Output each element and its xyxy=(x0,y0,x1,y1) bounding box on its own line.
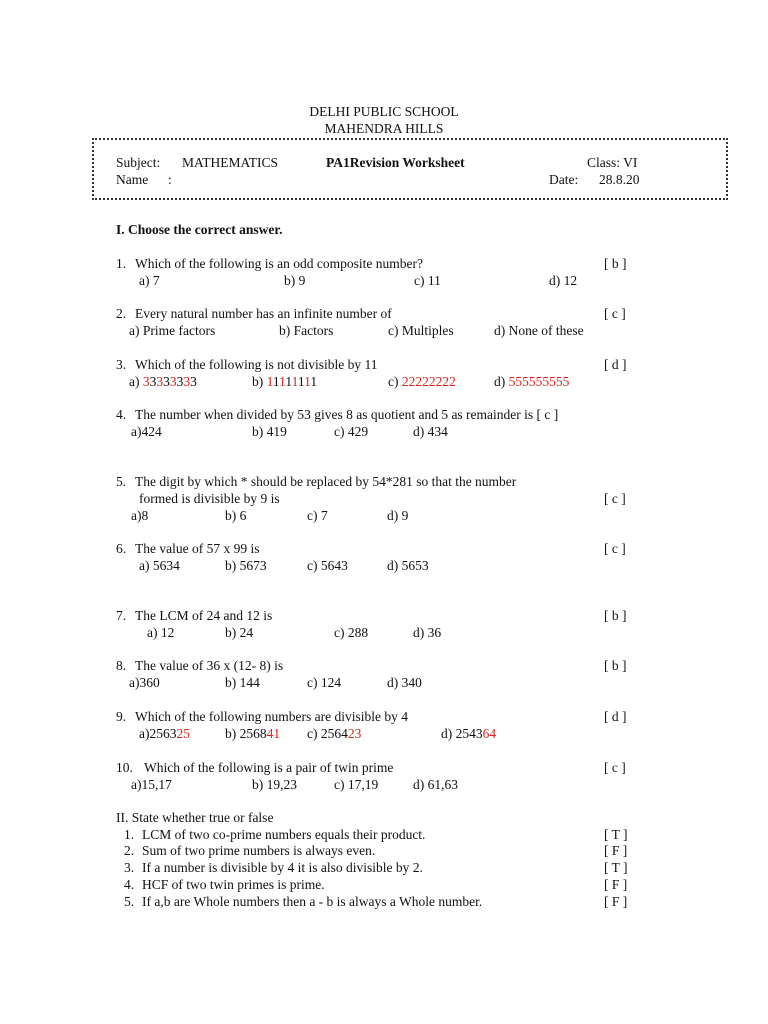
answer-bracket: [ T ] xyxy=(604,827,628,842)
question-text: Every natural number has an infinite number of xyxy=(135,306,392,321)
option: c) 17,19 xyxy=(334,777,379,792)
option: c) Multiples xyxy=(388,323,454,338)
option: c) 5643 xyxy=(307,558,348,573)
option: b) Factors xyxy=(279,323,334,338)
option: a) 7 xyxy=(139,273,160,288)
question-number: 1. xyxy=(116,256,127,271)
statement-number: 2. xyxy=(124,843,135,858)
statement-number: 5. xyxy=(124,894,135,909)
option-digit: 3 xyxy=(183,374,191,389)
option: d) 340 xyxy=(387,675,422,690)
question-text: Which of the following numbers are divisible by 4 xyxy=(135,709,408,724)
option: d) None of these xyxy=(494,323,584,338)
school-branch: MAHENDRA HILLS xyxy=(324,121,444,136)
school-name: DELHI PUBLIC SCHOOL xyxy=(309,104,459,119)
question-number: 2. xyxy=(116,306,127,321)
answer-bracket: [ b ] xyxy=(604,256,627,271)
option-last-digits: 25 xyxy=(176,726,190,741)
question-text: The LCM of 24 and 12 is xyxy=(135,608,273,623)
answer-bracket: [ b ] xyxy=(604,608,627,623)
option: d) 61,63 xyxy=(413,777,458,792)
option: b) 6 xyxy=(225,508,247,523)
option: b) 24 xyxy=(225,625,254,640)
question-text: The number when divided by 53 gives 8 as quotient and 5 as remainder is [ c ] xyxy=(135,407,559,422)
statement-number: 1. xyxy=(124,827,135,842)
answer-bracket: [ F ] xyxy=(604,877,628,892)
option-prefix: a) xyxy=(129,374,143,389)
statement-number: 3. xyxy=(124,860,135,875)
question-text: The value of 57 x 99 is xyxy=(135,541,260,556)
option: b) 9 xyxy=(284,273,306,288)
option: b) 19,23 xyxy=(252,777,297,792)
option-digit: 1 xyxy=(304,374,311,389)
answer-bracket: [ d ] xyxy=(604,709,627,724)
statement-text: If a number is divisible by 4 it is also divisible by 2. xyxy=(142,860,423,875)
option-digit: 1 xyxy=(291,374,298,389)
statement-text: HCF of two twin primes is prime. xyxy=(142,877,325,892)
statement-text: If a,b are Whole numbers then a - b is always a Whole number. xyxy=(142,894,483,909)
option-last-digits: 41 xyxy=(266,726,281,741)
option: a) Prime factors xyxy=(129,323,216,338)
option-prefix: b) xyxy=(252,374,267,389)
answer-bracket: [ c ] xyxy=(604,541,626,556)
option xyxy=(252,374,317,390)
option: a) 12 xyxy=(147,625,175,640)
question-number: 4. xyxy=(116,407,127,422)
option xyxy=(441,726,496,742)
answer-bracket: [ F ] xyxy=(604,894,628,909)
option-prefix: c) xyxy=(388,374,402,389)
option-digit: 1 xyxy=(279,374,286,389)
option: a)15,17 xyxy=(131,777,172,792)
option: c) 124 xyxy=(307,675,342,690)
question-text: Which of the following is a pair of twin prime xyxy=(144,760,394,775)
answer-bracket: [ b ] xyxy=(604,658,627,673)
name-label: Name xyxy=(116,172,149,187)
statement-text: LCM of two co-prime numbers equals their product. xyxy=(142,827,426,842)
option-digit: 1 xyxy=(266,374,273,389)
option xyxy=(139,726,190,742)
statement-number: 4. xyxy=(124,877,135,892)
option-digit: 3 xyxy=(149,374,157,389)
option: d) 434 xyxy=(413,424,448,439)
option: b) 419 xyxy=(252,424,287,439)
class-label: Class: VI xyxy=(587,155,638,170)
question-text: Which of the following is an odd composite number? xyxy=(135,256,423,271)
answer-bracket: [ c ] xyxy=(604,760,626,775)
option-digit: 3 xyxy=(163,374,170,389)
subject-value: MATHEMATICS xyxy=(182,155,279,170)
option: c) 7 xyxy=(307,508,328,523)
option: a)8 xyxy=(131,508,149,523)
option-value: a)2563 xyxy=(139,726,177,741)
answer-bracket: [ F ] xyxy=(604,843,628,858)
option: c) 429 xyxy=(334,424,369,439)
option: d) 5653 xyxy=(387,558,429,573)
option xyxy=(307,726,361,742)
question-number: 9. xyxy=(116,709,127,724)
statement-text: Sum of two prime numbers is always even. xyxy=(142,843,376,858)
name-colon: : xyxy=(168,172,172,187)
question-number: 8. xyxy=(116,658,127,673)
section2-heading: II. State whether true or false xyxy=(116,810,274,825)
answer-bracket: [ c ] xyxy=(604,306,626,321)
answer-bracket: [ d ] xyxy=(604,357,627,372)
answer-bracket: [ T ] xyxy=(604,860,628,875)
question-number: 6. xyxy=(116,541,127,556)
option: d) 12 xyxy=(549,273,578,288)
option-prefix: d) xyxy=(494,374,509,389)
worksheet-title: PA1Revision Worksheet xyxy=(326,155,465,170)
option-digit: 3 xyxy=(142,374,150,389)
option: a)424 xyxy=(131,424,162,439)
option: a)360 xyxy=(129,675,160,690)
option-digit: 1 xyxy=(285,374,292,389)
option-digit: 3 xyxy=(169,374,177,389)
question-text-continued: formed is divisible by 9 is xyxy=(139,491,280,506)
option-digit: 3 xyxy=(176,374,184,389)
subject-label: Subject: xyxy=(116,155,161,170)
question-number: 7. xyxy=(116,608,127,623)
option-value: 555555555 xyxy=(508,374,570,389)
option-value: d) 2543 xyxy=(441,726,483,741)
option-value: c) 2564 xyxy=(307,726,348,741)
option: d) 36 xyxy=(413,625,442,640)
option: d) 9 xyxy=(387,508,409,523)
option-value: 22222222 xyxy=(401,374,456,389)
option: a) 5634 xyxy=(139,558,180,573)
option-digit: 1 xyxy=(272,374,280,389)
date-label: Date: xyxy=(549,172,579,187)
option xyxy=(129,374,197,390)
question-text: The value of 36 x (12- 8) is xyxy=(135,658,284,673)
question-text: The digit by which * should be replaced by 54*281 so that the number xyxy=(135,474,517,489)
option xyxy=(225,726,280,742)
option: c) 11 xyxy=(414,273,441,288)
option-digit: 1 xyxy=(310,374,318,389)
option-value: b) 2568 xyxy=(225,726,267,741)
option-last-digits: 23 xyxy=(347,726,362,741)
option: b) 5673 xyxy=(225,558,267,573)
date-value: 28.8.20 xyxy=(599,172,640,187)
option-digit: 3 xyxy=(190,374,197,389)
question-text: Which of the following is not divisible by 11 xyxy=(135,357,378,372)
question-number: 5. xyxy=(116,474,127,489)
option: c) 288 xyxy=(334,625,369,640)
answer-bracket: [ c ] xyxy=(604,491,626,506)
question-number: 3. xyxy=(116,357,127,372)
option-digit: 3 xyxy=(156,374,164,389)
section1-heading: I. Choose the correct answer. xyxy=(116,222,283,237)
option xyxy=(388,374,456,390)
question-number: 10. xyxy=(116,760,133,775)
option-digit: 1 xyxy=(297,374,305,389)
option-last-digits: 64 xyxy=(482,726,497,741)
option xyxy=(494,374,569,390)
option: b) 144 xyxy=(225,675,260,690)
